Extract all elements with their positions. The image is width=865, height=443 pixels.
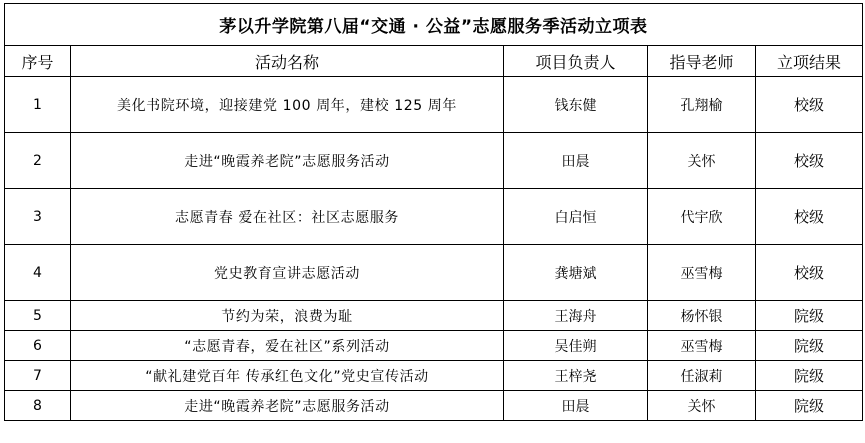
row-advisor: 孔翔榆 (648, 77, 756, 133)
row-advisor: 关怀 (648, 133, 756, 189)
table-row (5, 331, 863, 361)
row-leader: 龚塘斌 (504, 245, 648, 301)
table-row (5, 133, 863, 189)
table-title: 茅以升学院第八届“交通 · 公益”志愿服务季活动立项表 (5, 4, 863, 46)
row-result: 校级 (756, 77, 863, 133)
row-advisor: 代宇欣 (648, 189, 756, 245)
row-advisor: 巫雪梅 (648, 331, 756, 361)
table-row (5, 361, 863, 391)
row-result: 校级 (756, 245, 863, 301)
row-activity-name: “志愿青春，爱在社区”系列活动 (71, 331, 504, 361)
row-leader: 白启恒 (504, 189, 648, 245)
table-row (5, 245, 863, 301)
row-seq: 3 (5, 189, 71, 245)
row-leader: 田晨 (504, 391, 648, 421)
row-seq: 5 (5, 301, 71, 331)
header-advisor: 指导老师 (648, 46, 756, 77)
row-result: 院级 (756, 301, 863, 331)
row-activity-name: “献礼建党百年 传承红色文化”党史宣传活动 (71, 361, 504, 391)
row-advisor: 杨怀银 (648, 301, 756, 331)
header-row (5, 46, 863, 77)
row-leader: 田晨 (504, 133, 648, 189)
title-row (5, 4, 863, 46)
row-result: 院级 (756, 391, 863, 421)
row-result: 校级 (756, 189, 863, 245)
table-row (5, 391, 863, 421)
row-activity-name: 志愿青春 爱在社区：社区志愿服务 (71, 189, 504, 245)
header-seq: 序号 (5, 46, 71, 77)
row-advisor: 任淑莉 (648, 361, 756, 391)
table-row (5, 189, 863, 245)
row-activity-name: 党史教育宣讲志愿活动 (71, 245, 504, 301)
row-seq: 7 (5, 361, 71, 391)
row-result: 校级 (756, 133, 863, 189)
header-result: 立项结果 (756, 46, 863, 77)
header-project-leader: 项目负责人 (504, 46, 648, 77)
table-row (5, 301, 863, 331)
row-activity-name: 节约为荣，浪费为耻 (71, 301, 504, 331)
header-activity-name: 活动名称 (71, 46, 504, 77)
row-result: 院级 (756, 331, 863, 361)
row-leader: 吴佳朔 (504, 331, 648, 361)
row-leader: 王梓尧 (504, 361, 648, 391)
row-leader: 王海舟 (504, 301, 648, 331)
row-seq: 2 (5, 133, 71, 189)
row-activity-name: 走进“晚霞养老院”志愿服务活动 (71, 133, 504, 189)
row-seq: 4 (5, 245, 71, 301)
approval-table (4, 3, 863, 421)
row-leader: 钱东健 (504, 77, 648, 133)
row-seq: 8 (5, 391, 71, 421)
row-advisor: 巫雪梅 (648, 245, 756, 301)
row-activity-name: 走进“晚霞养老院”志愿服务活动 (71, 391, 504, 421)
row-seq: 6 (5, 331, 71, 361)
row-result: 院级 (756, 361, 863, 391)
row-seq: 1 (5, 77, 71, 133)
row-activity-name: 美化书院环境，迎接建党 100 周年，建校 125 周年 (71, 77, 504, 133)
row-advisor: 关怀 (648, 391, 756, 421)
table-row (5, 77, 863, 133)
